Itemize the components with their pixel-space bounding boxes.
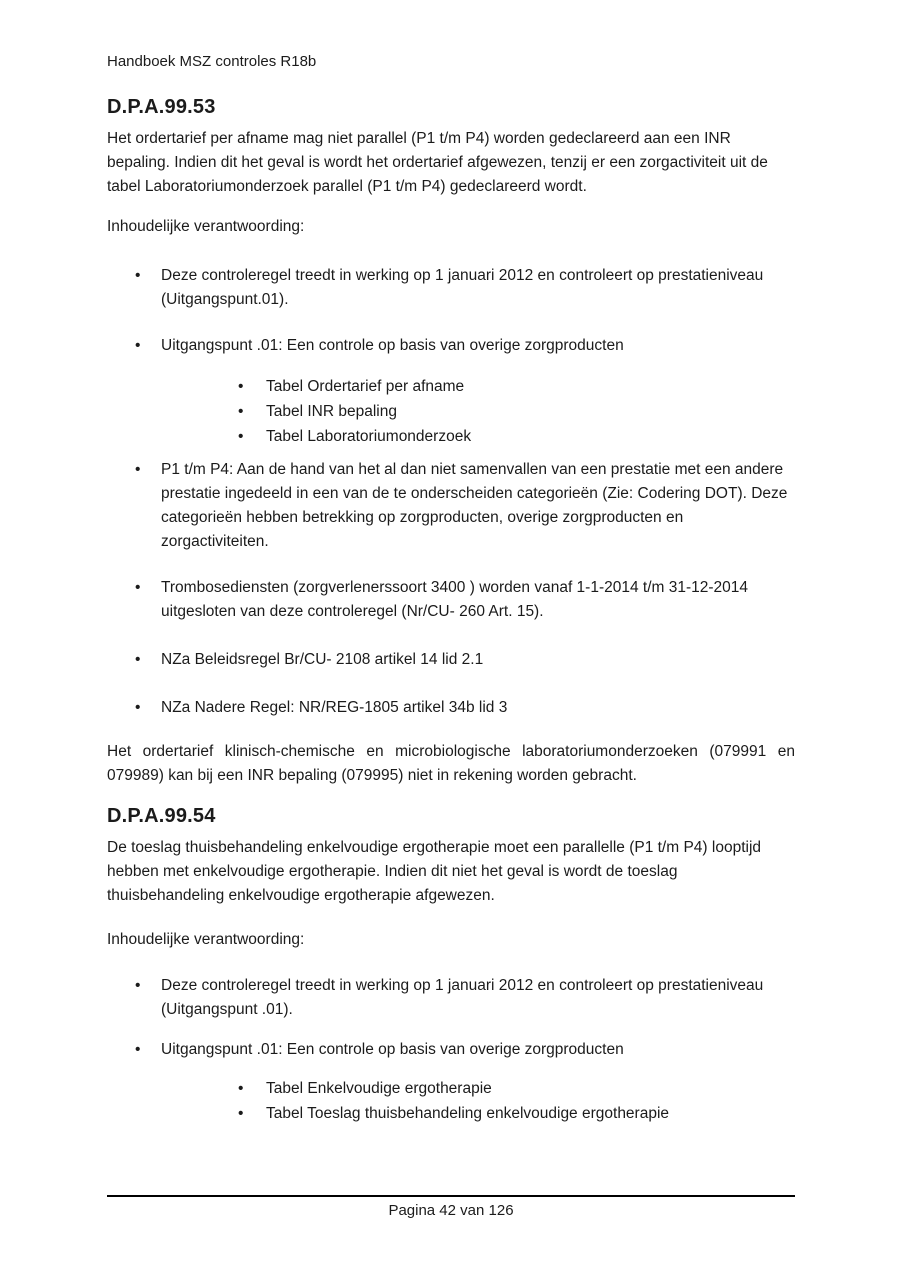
list-item	[107, 648, 795, 672]
list-item-text: Trombosediensten (zorgverlenerssoort 3400 ) worden vanaf 1-1-2014 t/m 31-12-2014 uitgesloten van deze controleregel (Nr/CU- 260 Art. 15).	[161, 579, 749, 620]
list-item-text: P1 t/m P4: Aan de hand van het al dan niet samenvallen van een prestatie met een andere prestatie ingedeeld in een van de te onderscheiden categorieën (Zie: Codering DOT). Deze categorieën hebben betrekking op zorgproducten, overige zorgproducten en zorgactiviteiten.	[161, 461, 788, 550]
bullet-icon: •	[238, 428, 244, 445]
list-item	[107, 334, 795, 358]
section-title: D.P.A.99.54	[107, 805, 216, 827]
bullet-icon: •	[238, 403, 244, 420]
list-item-text: Tabel Laboratoriumonderzoek	[266, 428, 472, 445]
list-item-text: Uitgangspunt .01: Een controle op basis van overige zorgproducten	[161, 337, 624, 354]
document-header-title: Handboek MSZ controles R18b	[107, 53, 317, 70]
verantwoording-label: Inhoudelijke verantwoording:	[107, 931, 305, 948]
bullet-icon: •	[135, 1041, 141, 1058]
bullet-icon: •	[238, 378, 244, 395]
list-item-text: Tabel INR bepaling	[266, 403, 397, 420]
section-intro-paragraph: Het ordertarief per afname mag niet parallel (P1 t/m P4) worden gedeclareerd aan een INR bepaling. Indien dit het geval is wordt het ordertarief afgewezen, tenzij er een zorgactiviteit uit de tabel Laboratoriumonderzoek parallel (P1 t/m P4) gedeclareerd wordt.	[107, 130, 768, 195]
bullet-icon: •	[135, 461, 141, 478]
section-closing-paragraph: Het ordertarief klinisch-chemische en microbiologische laboratoriumonderzoeken (079991 en 079989) kan bij een INR bepaling (079995) niet in rekening worden gebracht.	[107, 743, 795, 784]
list-item-text: NZa Nadere Regel: NR/REG-1805 artikel 34b lid 3	[161, 699, 508, 716]
list-item	[107, 696, 795, 720]
bullet-icon: •	[135, 699, 141, 716]
list-item-text: Deze controleregel treedt in werking op 1 januari 2012 en controleert op prestatieniveau (Uitgangspunt .01).	[161, 977, 764, 1018]
list-item	[107, 264, 795, 312]
list-item	[107, 424, 795, 449]
bullet-icon: •	[135, 977, 141, 994]
bullet-icon: •	[135, 267, 141, 284]
bullet-icon: •	[238, 1080, 244, 1097]
list-item	[107, 1101, 795, 1126]
bullet-icon: •	[135, 337, 141, 354]
bullet-icon: •	[135, 579, 141, 596]
list-item	[107, 399, 795, 424]
list-item	[107, 1076, 795, 1101]
section-dpa-99-53	[107, 95, 795, 788]
list-item	[107, 458, 795, 554]
page-footer	[107, 1195, 795, 1220]
list-item	[107, 374, 795, 399]
list-item	[107, 576, 795, 624]
bullet-icon: •	[135, 651, 141, 668]
list-item-text: Uitgangspunt .01: Een controle op basis van overige zorgproducten	[161, 1041, 624, 1058]
section-dpa-99-54	[107, 804, 795, 1126]
section-title: D.P.A.99.53	[107, 96, 216, 118]
list-item-text: Tabel Toeslag thuisbehandeling enkelvoudige ergotherapie	[266, 1105, 670, 1122]
list-item	[107, 1038, 795, 1062]
page-number: Pagina 42 van 126	[388, 1202, 514, 1219]
list-item-text: Tabel Ordertarief per afname	[266, 378, 465, 395]
list-item-text: NZa Beleidsregel Br/CU- 2108 artikel 14 lid 2.1	[161, 651, 484, 668]
list-item-text: Tabel Enkelvoudige ergotherapie	[266, 1080, 492, 1097]
section-intro-paragraph: De toeslag thuisbehandeling enkelvoudige ergotherapie moet een parallelle (P1 t/m P4) looptijd hebben met enkelvoudige ergotherapie. Indien dit niet het geval is wordt de toeslag thuisbehandeling enkelvoudige ergotherapie afgewezen.	[107, 839, 762, 904]
list-item-text: Deze controleregel treedt in werking op 1 januari 2012 en controleert op prestatieniveau (Uitgangspunt.01).	[161, 267, 764, 308]
list-item	[107, 974, 795, 1022]
bullet-icon: •	[238, 1105, 244, 1122]
verantwoording-label: Inhoudelijke verantwoording:	[107, 218, 305, 235]
